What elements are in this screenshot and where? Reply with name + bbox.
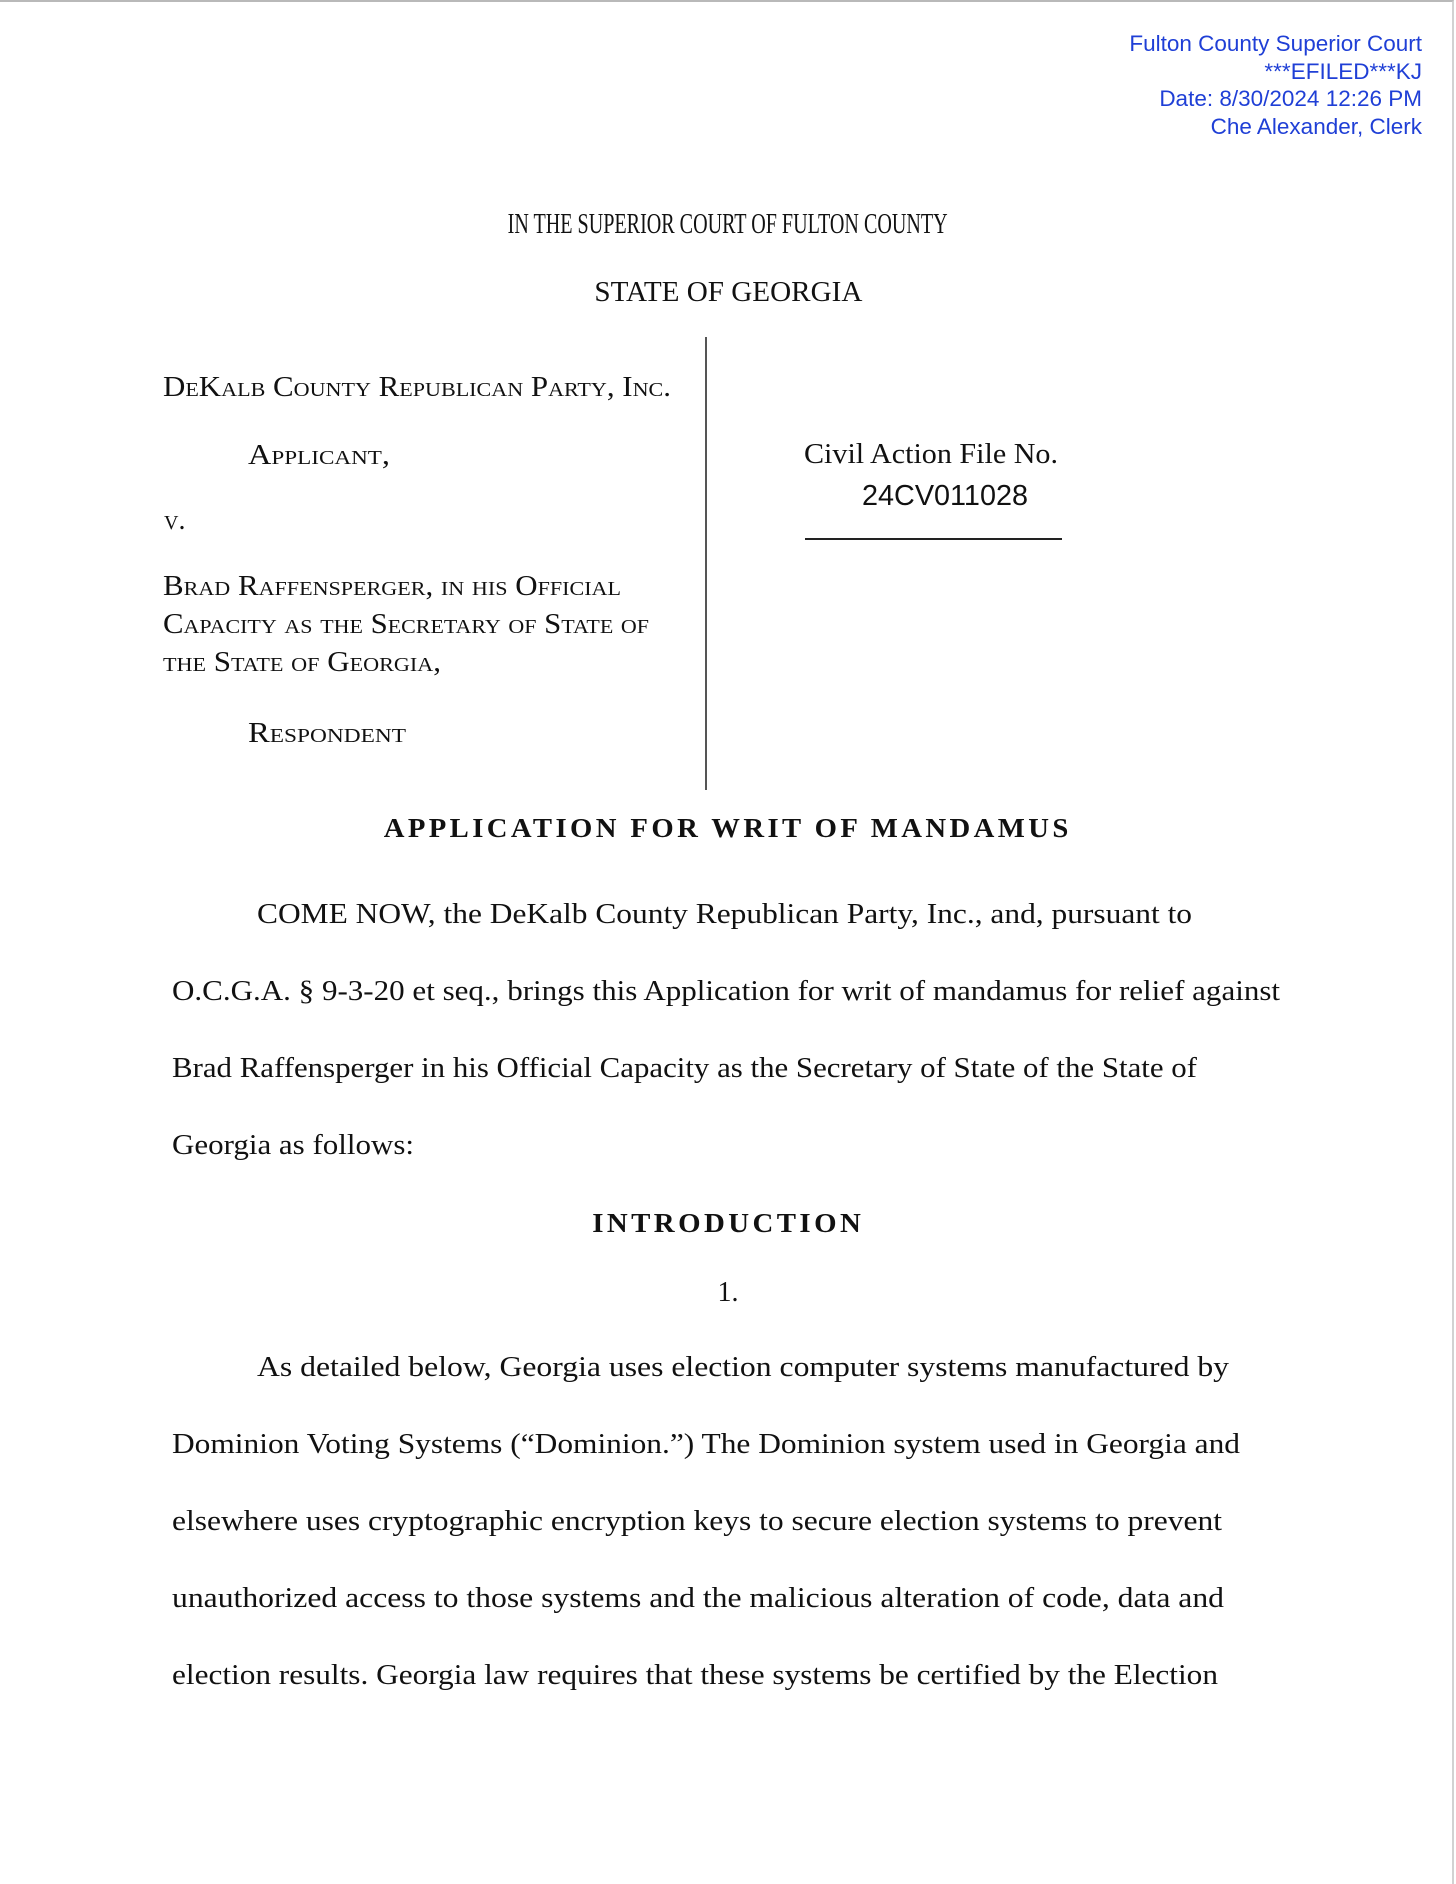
applicant-role: [248, 440, 391, 471]
opening-line-4: [172, 1130, 414, 1161]
document-title-text: APPLICATION FOR WRIT OF MANDAMUS: [383, 813, 1072, 843]
case-number: [862, 482, 1029, 511]
opening-line-1-text: COME NOW, the DeKalb County Republican Party, Inc., and, pursuant to: [257, 899, 1193, 930]
stamp-date-line: Date: 8/30/2024 12:26 PM: [1159, 86, 1422, 111]
versus-text: v.: [164, 505, 186, 536]
respondent-line-3-text: the State of Georgia,: [163, 647, 442, 678]
applicant-name: [163, 372, 672, 403]
document-title: [0, 815, 1456, 842]
paragraph-number-text: 1.: [717, 1277, 739, 1308]
paragraph-line-4-text: unauthorized access to those systems and the malicious alteration of code, data and: [172, 1583, 1224, 1614]
respondent-role: [248, 718, 407, 749]
state-heading: [0, 278, 1456, 307]
paragraph-number: [0, 1279, 1456, 1307]
opening-line-1: [257, 899, 1193, 930]
opening-line-2-text: O.C.G.A. § 9-3-20 et seq., brings this Application for writ of mandamus for relief against: [172, 976, 1281, 1007]
paragraph-line-1-text: As detailed below, Georgia uses election computer systems manufactured by: [257, 1352, 1230, 1383]
respondent-line-2: [163, 609, 650, 640]
opening-line-3-text: Brad Raffensperger in his Official Capacity as the Secretary of State of the State of: [172, 1053, 1197, 1084]
civil-action-label-text: Civil Action File No.: [804, 438, 1058, 470]
opening-line-4-text: Georgia as follows:: [172, 1130, 414, 1161]
respondent-line-2-text: Capacity as the Secretary of State of: [163, 609, 650, 640]
respondent-line-3: [163, 647, 442, 678]
section-heading-text: INTRODUCTION: [592, 1208, 864, 1238]
opening-line-2: [172, 976, 1281, 1007]
paragraph-line-1: [257, 1352, 1230, 1383]
versus-label: [164, 507, 185, 535]
opening-line-3: [172, 1053, 1197, 1084]
court-name: IN THE SUPERIOR COURT OF FULTON COUNTY: [508, 208, 948, 240]
caption-divider: [705, 337, 707, 790]
paragraph-line-5-text: election results. Georgia law requires that these systems be certified by the Election: [172, 1660, 1218, 1691]
case-number-underline: [805, 538, 1062, 540]
respondent-line-1: [163, 571, 622, 602]
paragraph-line-5: [172, 1660, 1218, 1691]
applicant-role-text: Applicant,: [248, 440, 391, 471]
efiling-stamp: [1129, 30, 1422, 140]
court-name-heading: [0, 210, 1456, 239]
respondent-line-1-text: Brad Raffensperger, in his Official: [163, 571, 622, 602]
state-name: STATE OF GEORGIA: [593, 276, 863, 308]
paragraph-line-2: [172, 1429, 1241, 1460]
civil-action-label: [804, 438, 1058, 470]
paragraph-line-2-text: Dominion Voting Systems (“Dominion.”) The Dominion system used in Georgia and: [172, 1429, 1241, 1460]
case-number-text: 24CV011028: [862, 480, 1029, 512]
applicant-name-text: DeKalb County Republican Party, Inc.: [163, 372, 672, 403]
respondent-role-text: Respondent: [248, 718, 407, 749]
paragraph-line-3-text: elsewhere uses cryptographic encryption keys to secure election systems to prevent: [172, 1506, 1223, 1537]
paragraph-line-4: [172, 1583, 1224, 1614]
section-heading: [0, 1210, 1456, 1237]
paragraph-line-3: [172, 1506, 1223, 1537]
stamp-court-line: Fulton County Superior Court: [1129, 31, 1422, 56]
stamp-clerk-line: Che Alexander, Clerk: [1210, 113, 1422, 139]
stamp-efiled-line: ***EFILED***KJ: [1264, 58, 1422, 84]
